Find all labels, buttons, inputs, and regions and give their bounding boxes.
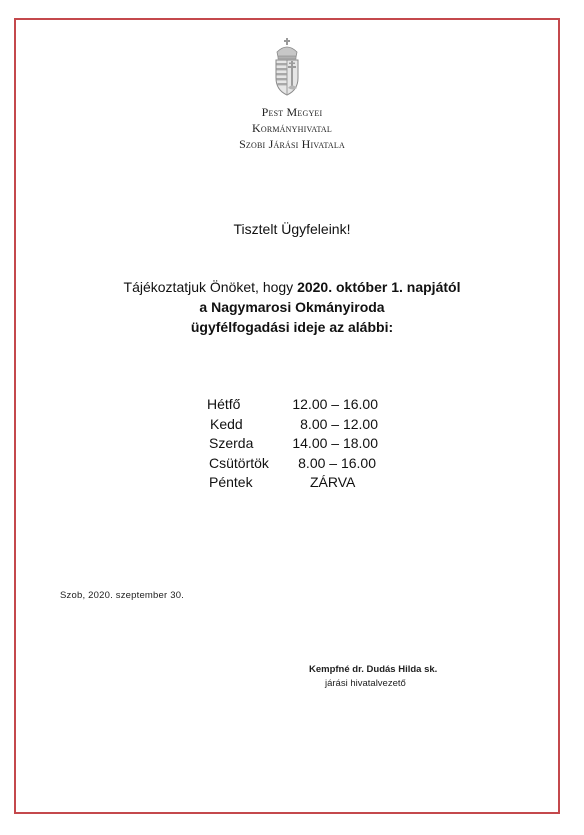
schedule-hours: 8.00 – 12.00 — [300, 415, 378, 432]
office-line-county: Pest Megyei — [261, 105, 323, 119]
schedule-hours: 12.00 – 16.00 — [292, 396, 378, 412]
schedule-day: Péntek — [209, 474, 253, 490]
notice-office-name: a Nagymarosi Okmányiroda — [199, 299, 385, 315]
greeting: Tisztelt Ügyfeleink! — [233, 221, 351, 237]
place-date: Szob, 2020. szeptember 30. — [60, 590, 185, 601]
schedule-row — [0, 395, 584, 415]
office-name-block — [150, 104, 434, 152]
notice-hours-intro: ügyfélfogadási ideje az alábbi: — [190, 319, 394, 335]
signature-title: járási hivatalvezető — [325, 678, 406, 689]
schedule-day: Csütörtök — [209, 454, 269, 471]
notice-line-1 — [40, 277, 544, 297]
signature-name: Kempfné dr. Dudás Hilda sk. — [309, 664, 438, 675]
schedule-row — [0, 434, 584, 454]
schedule-row — [0, 415, 584, 435]
office-line-district: Szobi Járási Hivatala — [239, 137, 345, 151]
office-line-government: Kormányhivatal — [251, 121, 332, 135]
notice-text — [40, 277, 544, 337]
schedule-row — [0, 473, 584, 493]
schedule-day: Kedd — [210, 415, 243, 432]
schedule-hours: 8.00 – 16.00 — [298, 454, 376, 471]
notice-line-2 — [40, 297, 544, 317]
hungarian-coat-of-arms-icon — [273, 38, 301, 96]
opening-hours-table — [0, 395, 584, 493]
schedule-hours: ZÁRVA — [310, 474, 356, 490]
schedule-day: Szerda — [209, 435, 254, 451]
notice-effective-date: 2020. október 1. napjától — [297, 279, 461, 295]
notice-line-3 — [40, 317, 544, 337]
schedule-day: Hétfő — [207, 396, 241, 412]
notice-line-1-prefix: Tájékoztatjuk Önöket, hogy — [123, 279, 298, 295]
schedule-row — [0, 454, 584, 474]
schedule-hours: 14.00 – 18.00 — [292, 435, 378, 451]
